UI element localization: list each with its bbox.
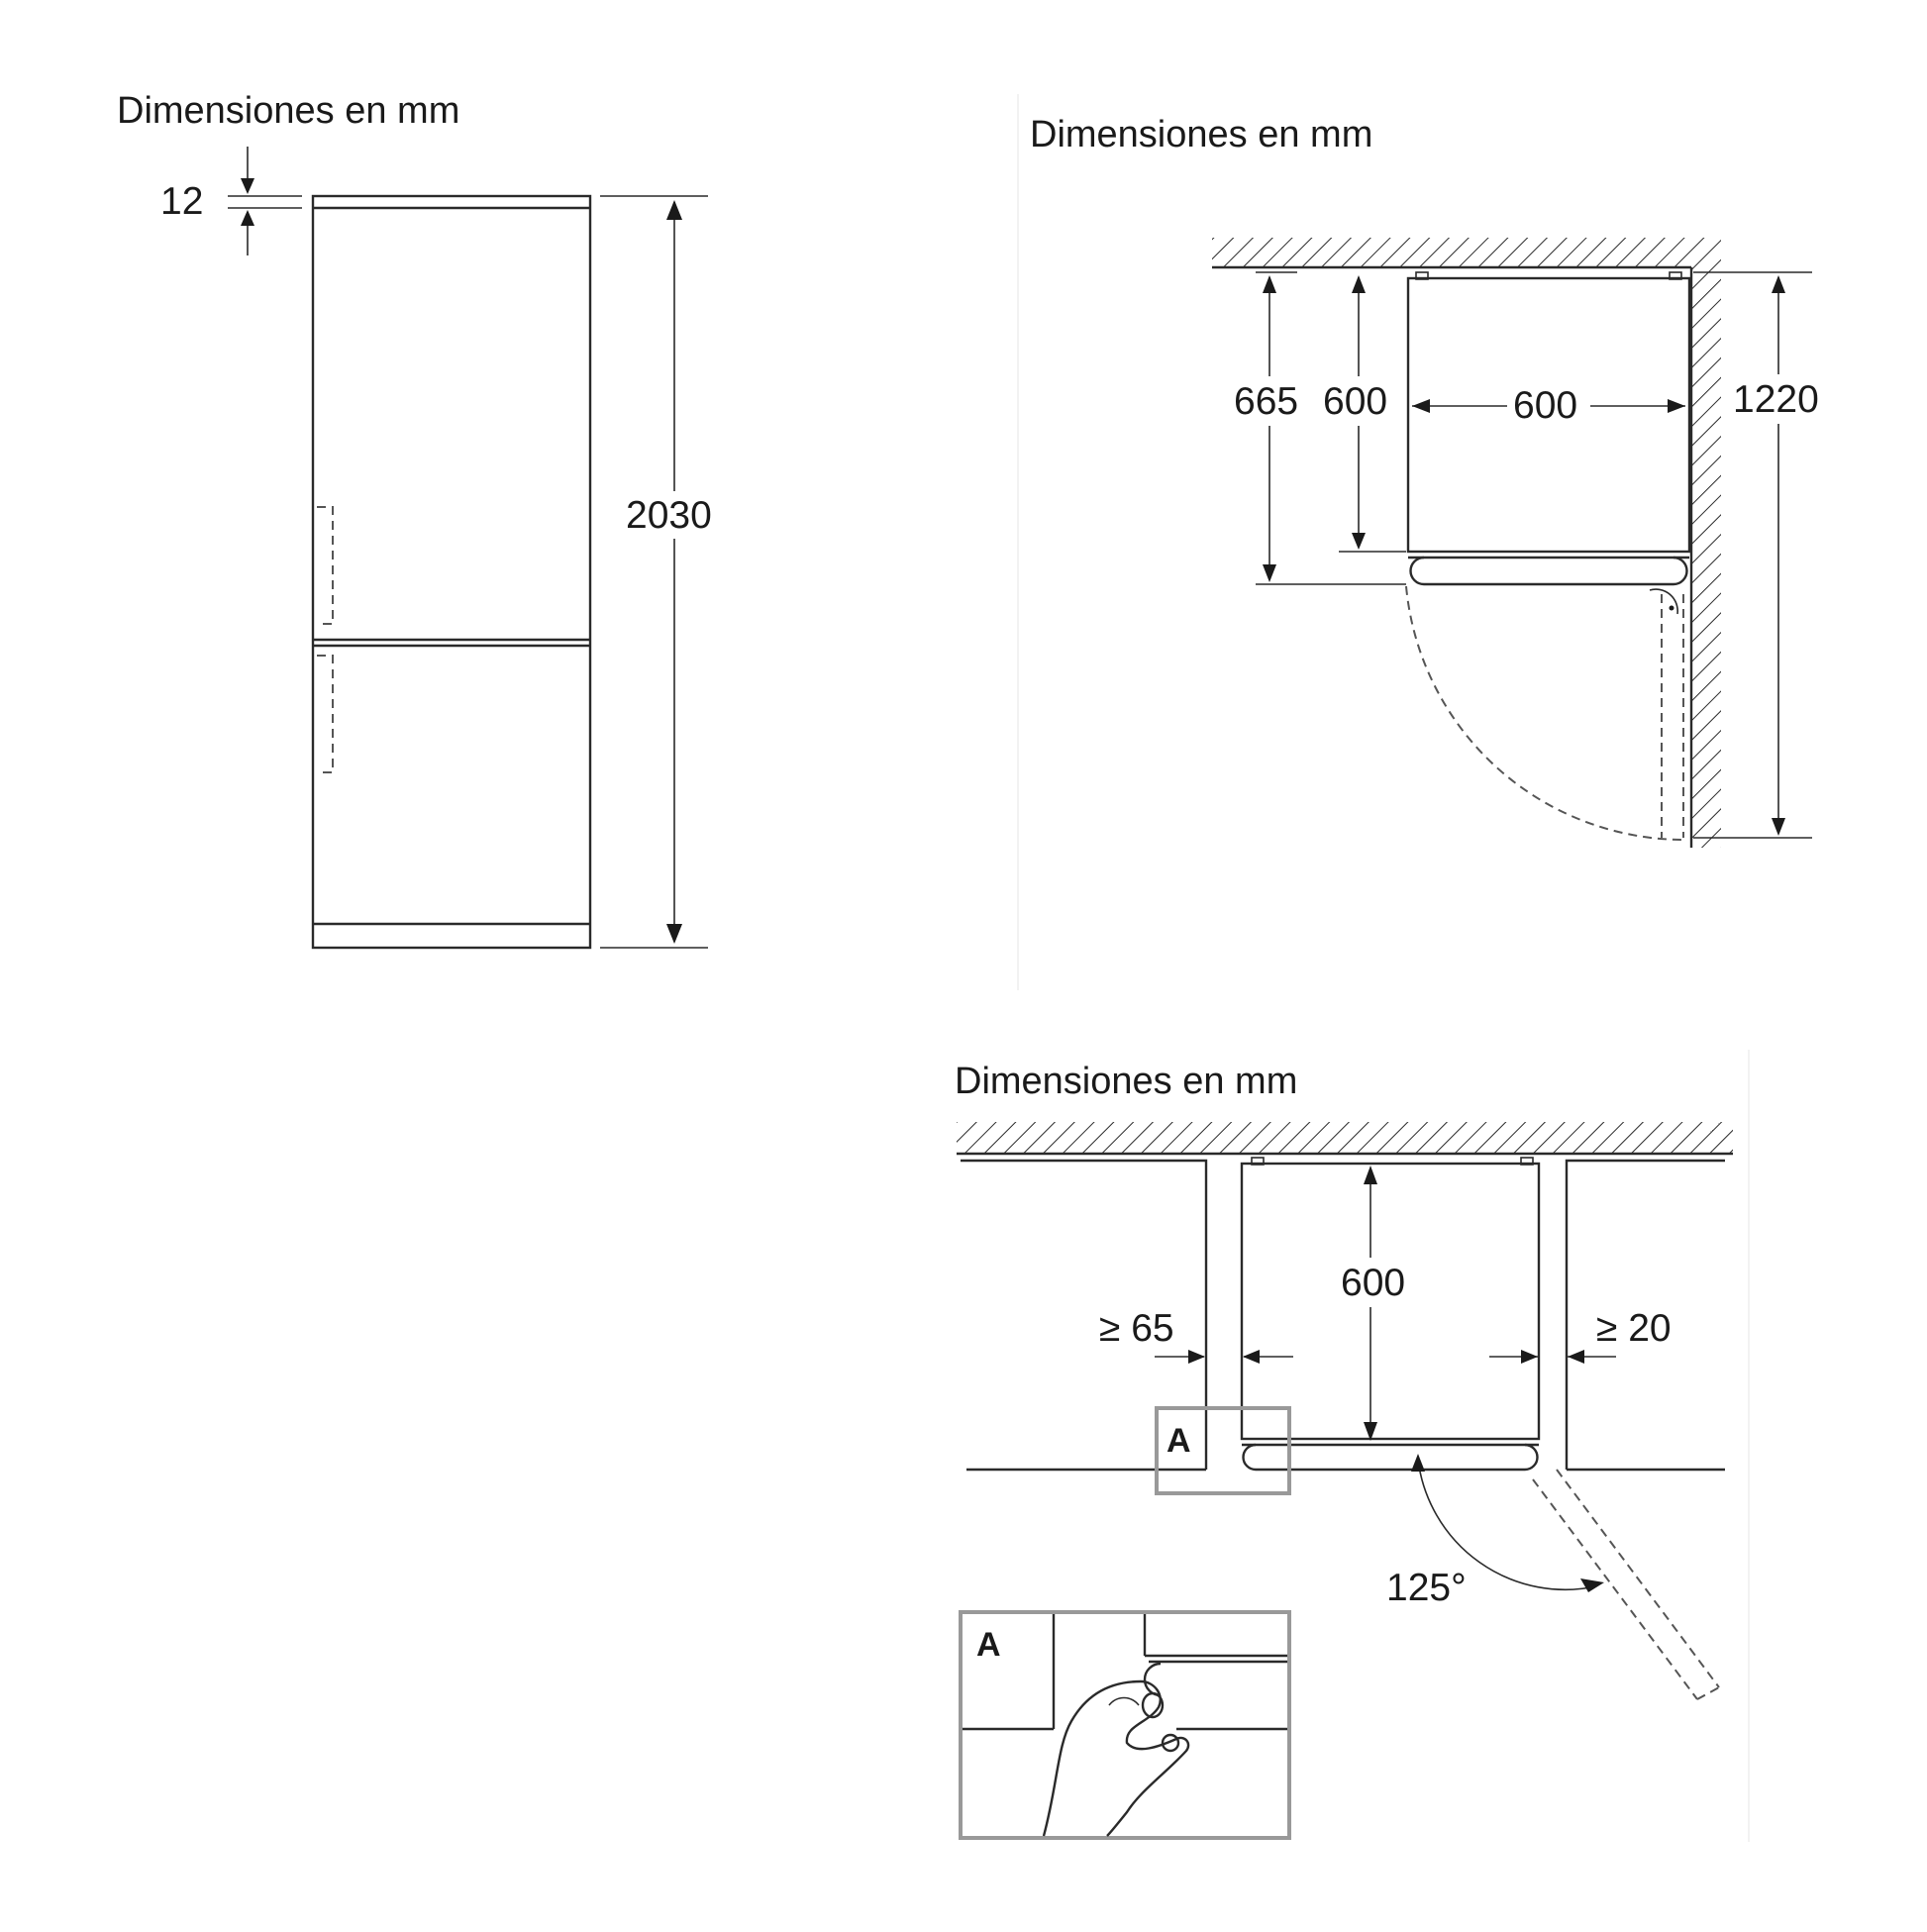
niche-depth-dimension	[1339, 1166, 1414, 1441]
height-label: 2030	[626, 494, 712, 537]
detail-inset-label: A	[976, 1626, 1001, 1664]
top-gap-dimension	[160, 147, 302, 255]
lower-handle-outline	[317, 656, 333, 772]
hinge-side-gap-label: ≥ 65	[1099, 1307, 1174, 1350]
hand-icon	[1044, 1681, 1188, 1836]
niche-depth-label: 600	[1341, 1262, 1406, 1304]
wall-hatching	[1212, 233, 1721, 848]
front-view-diagram	[117, 90, 727, 948]
door-swing-arc	[1406, 586, 1683, 840]
corner-width-label: 600	[1513, 384, 1578, 427]
handle-side-gap-label: ≥ 20	[1596, 1307, 1672, 1350]
door-clearance-label: 1220	[1733, 378, 1819, 421]
niche-top-view-diagram	[955, 1061, 1733, 1838]
depth-with-door-label: 665	[1234, 380, 1299, 423]
handle-side-gap-dimension	[1489, 1307, 1672, 1364]
niche-view-title: Dimensiones en mm	[955, 1061, 1298, 1102]
upper-handle-outline	[317, 507, 333, 624]
height-dimension	[600, 196, 727, 948]
corner-view-title: Dimensiones en mm	[1030, 114, 1373, 155]
top-gap-label: 12	[160, 180, 204, 223]
door-angle-label: 125°	[1386, 1567, 1467, 1609]
detail-a-label: A	[1166, 1422, 1191, 1460]
hinge-side-gap-dimension	[1099, 1307, 1293, 1364]
back-wall-hatching	[957, 1122, 1733, 1154]
corner-top-view-diagram	[1030, 114, 1820, 848]
fridge-front-outline	[313, 196, 590, 948]
niche-appliance-outline	[1242, 1158, 1539, 1470]
corner-depth-dimension	[1321, 275, 1406, 552]
corner-width-dimension	[1412, 381, 1685, 431]
front-view-title: Dimensiones en mm	[117, 90, 460, 132]
depth-with-door-dimension	[1232, 272, 1406, 584]
detail-a-inset	[961, 1612, 1289, 1838]
open-door-outline	[1533, 1470, 1719, 1699]
detail-a-marker	[1157, 1408, 1289, 1493]
corner-depth-label: 600	[1323, 380, 1388, 423]
